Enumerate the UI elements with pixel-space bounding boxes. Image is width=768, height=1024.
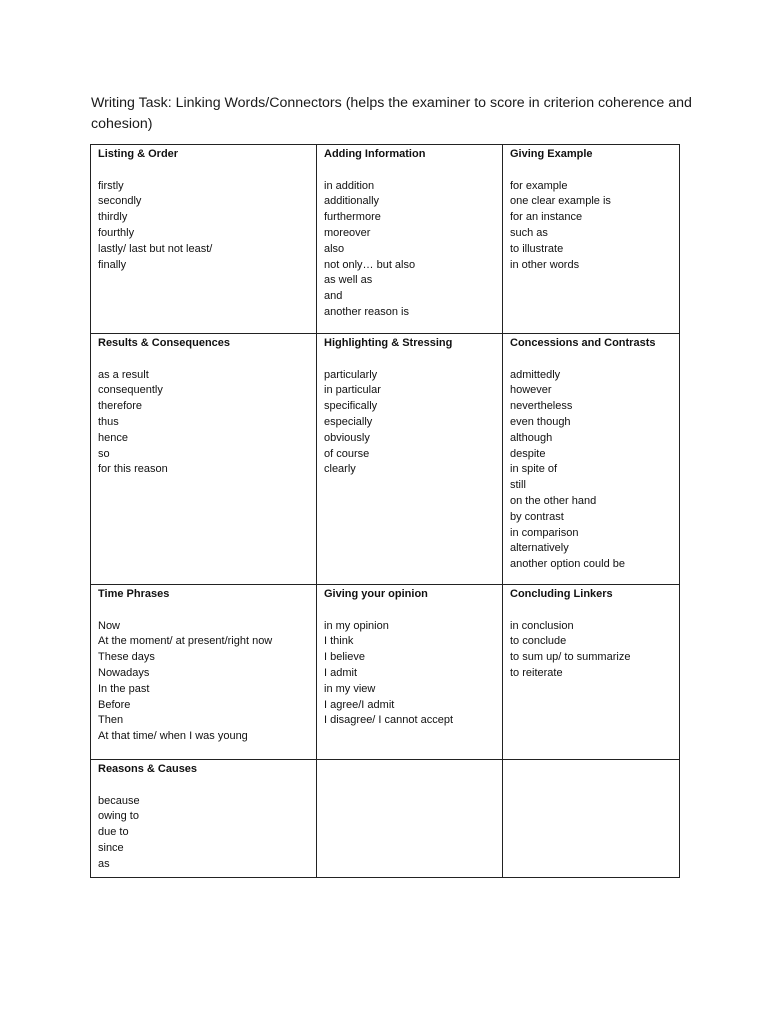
linker-item: I think [324,635,354,648]
category-heading: Adding Information [324,148,426,160]
linker-item: thirdly [98,211,128,224]
category-heading: Results & Consequences [98,337,231,349]
linker-item: by contrast [510,510,564,523]
linker-item: In the past [98,682,150,695]
linker-item: in my opinion [324,619,389,632]
linker-item: not only… but also [324,258,416,271]
linker-item: another reason is [324,305,409,318]
linker-item: Now [98,619,121,632]
category-heading: Highlighting & Stressing [324,337,453,349]
linker-item: therefore [98,400,143,413]
linker-item: still [510,479,526,492]
linker-item: fourthly [98,226,135,239]
linker-item: particularly [324,368,378,381]
linker-item: thus [98,415,119,428]
linker-item: as a result [98,368,149,381]
linker-item: despite [510,447,546,460]
linker-item: for example [510,179,568,192]
empty-cell [317,760,503,878]
linker-item: as well as [324,274,373,287]
linker-item: because [98,794,140,807]
category-cell-reasons-causes [91,760,317,878]
linker-item: to reiterate [510,666,563,679]
category-heading: Time Phrases [98,588,170,600]
linker-item: hence [98,431,128,444]
linker-item: in spite of [510,463,558,476]
linker-list [510,619,672,682]
linker-list [510,368,672,573]
linker-list [324,619,495,730]
page-title: Writing Task: Linking Words/Connectors (helps the examiner to score in criterion coherence and cohesion) [91,95,692,132]
linker-item: I agree/I admit [324,698,395,711]
linker-item: to sum up/ to summarize [510,651,631,664]
linker-item: consequently [98,384,163,397]
linker-item: even though [510,415,571,428]
empty-cell [503,760,680,878]
linker-item: one clear example is [510,195,611,208]
table-row [91,145,680,334]
category-cell-listing-order [91,145,317,334]
category-cell-adding-information [317,145,503,334]
linker-item: specifically [324,400,378,413]
linker-item: moreover [324,226,371,239]
linker-list [98,794,309,873]
linker-item: as [98,857,110,870]
linker-item: additionally [324,195,380,208]
category-heading: Giving Example [510,148,593,160]
linker-item: admittedly [510,368,561,381]
linking-words-table [90,144,680,878]
linker-item: to conclude [510,635,567,648]
linker-item: Before [98,698,131,711]
linker-item: another option could be [510,558,625,571]
linker-item: on the other hand [510,494,597,507]
linker-item: due to [98,826,129,839]
linker-item: At the moment/ at present/right now [98,635,273,648]
linker-item: At that time/ when I was young [98,730,248,743]
linker-item: such as [510,226,548,239]
category-cell-time-phrases [91,585,317,760]
linker-item: obviously [324,431,370,444]
linker-item: secondly [98,195,142,208]
linker-item: in my view [324,682,376,695]
linker-item: Then [98,714,124,727]
linker-item: alternatively [510,542,569,555]
linker-item: finally [98,258,127,271]
linker-item: although [510,431,553,444]
linker-item: especially [324,415,373,428]
linker-list [510,179,672,274]
linker-item: in other words [510,258,580,271]
category-heading: Concluding Linkers [510,588,613,600]
linker-list [98,179,309,274]
category-cell-concessions-contrasts [503,334,680,585]
linker-item: I believe [324,651,365,664]
linker-item: in particular [324,384,381,397]
linker-item: owing to [98,810,139,823]
linker-item: of course [324,447,370,460]
linker-item: clearly [324,463,356,476]
linker-item: so [98,447,110,460]
category-heading: Concessions and Contrasts [510,337,656,349]
linker-list [98,619,309,745]
table-row [91,585,680,760]
linker-item: since [98,841,124,854]
linker-item: furthermore [324,211,381,224]
linker-item: for this reason [98,463,168,476]
linker-item: to illustrate [510,242,564,255]
category-cell-highlighting-stressing [317,334,503,585]
linker-item: firstly [98,179,124,192]
linker-item: Nowadays [98,666,150,679]
linker-item: I admit [324,666,358,679]
linker-item: These days [98,651,155,664]
table-row [91,334,680,585]
table-row [91,760,680,878]
linker-item: also [324,242,345,255]
linker-item: in addition [324,179,375,192]
category-cell-results-consequences [91,334,317,585]
linker-item: in comparison [510,526,579,539]
category-heading: Reasons & Causes [98,763,198,775]
linker-item: however [510,384,552,397]
linker-item: for an instance [510,211,583,224]
linker-list [324,368,495,479]
linker-list [98,368,309,479]
category-cell-concluding-linkers [503,585,680,760]
category-cell-giving-opinion [317,585,503,760]
category-cell-giving-example [503,145,680,334]
category-heading: Listing & Order [98,148,179,160]
category-heading: Giving your opinion [324,588,428,600]
linker-item: nevertheless [510,400,573,413]
linker-item: and [324,290,343,303]
linker-item: lastly/ last but not least/ [98,242,213,255]
linker-item: I disagree/ I cannot accept [324,714,454,727]
linker-list [324,179,495,321]
linker-item: in conclusion [510,619,574,632]
